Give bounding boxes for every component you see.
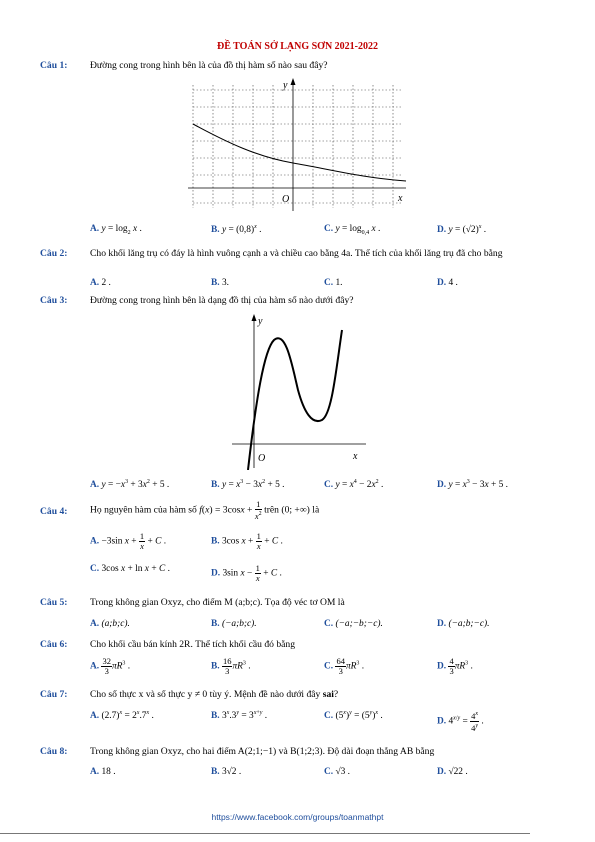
x-axis-label: x	[398, 193, 403, 204]
question-3	[40, 295, 555, 309]
question-label: Câu 2:	[40, 248, 68, 259]
question-label: Câu 8:	[40, 746, 68, 757]
option-a[interactable]: A. (a;b;c).	[90, 619, 130, 629]
question-6	[40, 639, 555, 653]
origin-label: O	[258, 453, 266, 464]
curve	[193, 124, 406, 181]
option-d[interactable]: D. 4 .	[437, 278, 458, 288]
footer-divider	[0, 833, 530, 834]
option-b[interactable]: B. (−a;b;c).	[211, 619, 257, 629]
question-label: Câu 4:	[40, 506, 68, 517]
question-5	[40, 597, 555, 611]
question-8	[40, 746, 555, 760]
option-d[interactable]: D. $4^{x/y}$ = $\frac{4^x}{4^y}$ .	[437, 710, 484, 733]
question-text: Trong không gian Oxyz, cho hai điểm A(2;1;−1) và B(1;2;3). Độ dài đoạn thẳng AB bằng	[90, 746, 435, 757]
option-a[interactable]: A. $\frac{32}{3}$ $\pi R^3$ .	[90, 656, 131, 676]
question-text: Trong không gian Oxyz, cho điểm M (a;b;c). Tọa độ véc tơ OM là	[90, 597, 345, 608]
question-label: Câu 5:	[40, 597, 68, 608]
y-arrow-icon	[252, 314, 257, 321]
q5-options	[90, 619, 550, 633]
option-d[interactable]: D. 3sin x − $\frac{1}{x}$ + C .	[211, 563, 282, 583]
option-d[interactable]: D. (−a;b;−c).	[437, 619, 490, 629]
option-a[interactable]: A. 18 .	[90, 767, 116, 777]
option-b[interactable]: B. $3^x.3^y = 3^{x+y}$ .	[211, 710, 268, 722]
option-b[interactable]: B. 3.	[211, 278, 229, 288]
y-arrow-icon	[291, 78, 296, 85]
option-b[interactable]: B. $y = x^3 - 3x^2 + 5$ .	[211, 479, 285, 491]
q4-options-row2	[90, 564, 550, 588]
question-text: Họ nguyên hàm của hàm số f(x) = 3cosx + $\frac{1}{x^2}$ trên (0; +∞) là	[90, 499, 320, 521]
q1-options	[90, 224, 550, 240]
option-c[interactable]: C. $y = x^4 - 2x^2$ .	[324, 479, 384, 491]
grid	[193, 85, 403, 208]
option-a[interactable]: A. $y = -x^3 + 3x^2 + 5$ .	[90, 479, 170, 491]
question-label: Câu 1:	[40, 60, 68, 71]
q3-options	[90, 479, 550, 495]
question-text: Đường cong trong hình bên là dạng đồ thị của hàm số nào dưới đây?	[90, 295, 354, 306]
x-axis-label: x	[353, 451, 358, 462]
y-axis-label: y	[258, 316, 263, 327]
question-label: Câu 7:	[40, 689, 68, 700]
question-text: Đường cong trong hình bên là của đồ thị hàm số nào sau đây?	[90, 60, 328, 71]
option-c[interactable]: C. $(5^x)^y = (5^y)^x$ .	[324, 710, 383, 722]
option-a[interactable]: A. $(2.7)^x = 2^x.7^x$ .	[90, 710, 154, 722]
option-a[interactable]: A. $y = \log_2 x$ .	[90, 224, 142, 236]
y-axis-label: y	[283, 80, 288, 91]
option-d[interactable]: D. √22 .	[437, 767, 468, 777]
option-d[interactable]: D. $y = (√2)^x$ .	[437, 224, 487, 236]
option-c[interactable]: C. (−a;−b;−c).	[324, 619, 383, 629]
option-b[interactable]: B. 3cos x + $\frac{1}{x}$ + C .	[211, 531, 283, 551]
q3-graph	[230, 310, 370, 470]
question-label: Câu 6:	[40, 639, 68, 650]
option-a[interactable]: A. −3sin x + $\frac{1}{x}$ + C .	[90, 531, 167, 551]
option-a[interactable]: A. 2 .	[90, 278, 111, 288]
question-label: Câu 3:	[40, 295, 68, 306]
option-d[interactable]: D. $y = x^3 - 3x + 5$ .	[437, 479, 508, 491]
question-7	[40, 689, 555, 703]
option-d[interactable]: D. $\frac{4}{3}$ $\pi R^3$ .	[437, 656, 473, 676]
origin-label: O	[282, 194, 290, 205]
question-4	[40, 500, 555, 524]
option-b[interactable]: B. $\frac{16}{3}$ $\pi R^3$ .	[211, 656, 251, 676]
option-c[interactable]: C. $\frac{64}{3}$ $\pi R^3$ .	[324, 656, 365, 676]
curve	[248, 330, 342, 470]
question-2	[40, 248, 555, 274]
q8-options	[90, 767, 550, 781]
q2-options	[90, 278, 550, 290]
q7-options	[90, 710, 550, 736]
question-text: Cho khối cầu bán kính 2R. Thể tích khối cầu đó bằng	[90, 639, 295, 650]
footer-link[interactable]: https://www.facebook.com/groups/toanmathpt	[211, 812, 384, 822]
q1-graph	[188, 75, 410, 213]
q4-options-row1	[90, 532, 550, 556]
question-text: Cho số thực x và số thực y ≠ 0 tùy ý. Mệnh đề nào dưới đây sai?	[90, 689, 339, 700]
option-b[interactable]: B. $y = (0,8)^x$ .	[211, 224, 262, 236]
question-text: Cho khối lăng trụ có đáy là hình vuông cạnh a và chiều cao bằng 4a. Thể tích của khối lăng trụ đã cho bằng	[90, 248, 503, 259]
page-title: ĐỀ TOÁN SỞ LẠNG SƠN 2021-2022	[216, 41, 379, 52]
option-c[interactable]: C. 1.	[324, 278, 343, 288]
option-c[interactable]: C. 3cos x + ln x + C .	[90, 564, 170, 574]
option-c[interactable]: C. $y = \log_{0,4} x$ .	[324, 224, 381, 236]
question-1	[40, 60, 555, 74]
option-b[interactable]: B. 3√2 .	[211, 767, 242, 777]
q6-options	[90, 657, 550, 681]
option-c[interactable]: C. √3 .	[324, 767, 350, 777]
